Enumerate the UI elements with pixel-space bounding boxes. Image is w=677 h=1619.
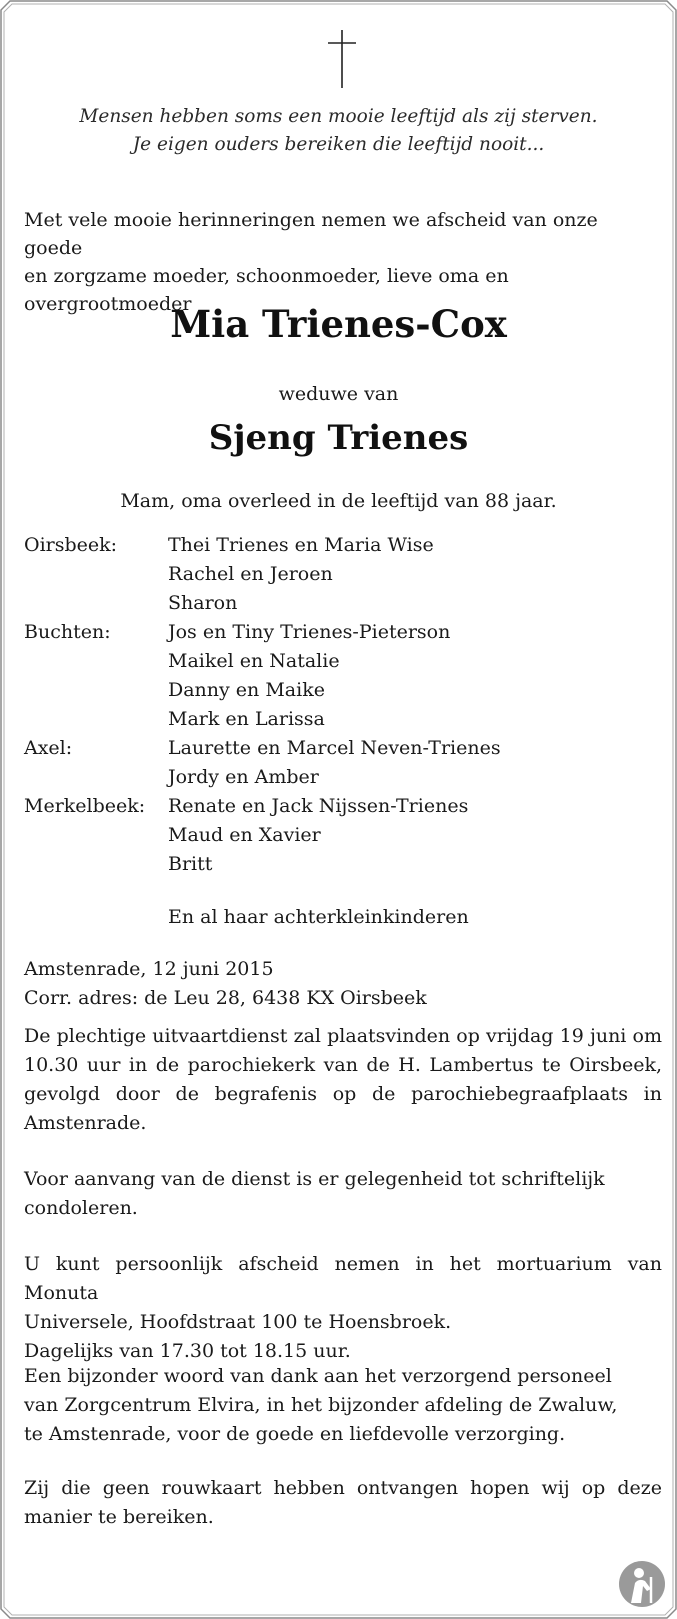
family-row (24, 792, 662, 821)
farewell-line-2: Universele, Hoofdstraat 100 te Hoensbroek. (24, 1311, 452, 1333)
condolence-line-2: condoleren. (24, 1197, 138, 1219)
family-row (24, 850, 662, 879)
family-row (24, 560, 662, 589)
closing-line-2: manier te bereiken. (24, 1506, 214, 1528)
family-place: Buchten: (24, 621, 111, 643)
motto (0, 103, 677, 159)
thanks-line-3: te Amstenrade, voor de goede en liefdevolle verzorging. (24, 1423, 566, 1445)
condolence-line-1: Voor aanvang van de dienst is er gelegenheid tot schriftelijk (24, 1168, 605, 1190)
family-place (24, 560, 168, 589)
family-names: Britt (168, 853, 213, 875)
family-place (24, 676, 168, 705)
intro-line-1: Met vele mooie herinneringen nemen we afscheid van onze goede (24, 209, 598, 259)
intro-line-2: en zorgzame moeder, schoonmoeder, lieve oma en overgrootmoeder (24, 265, 509, 315)
funeral-paragraph (24, 1022, 662, 1138)
age-statement: Mam, oma overleed in de leeftijd van 88 jaar. (120, 490, 557, 512)
thanks-line-1: Een bijzonder woord van dank aan het verzorgend personeel (24, 1365, 612, 1387)
widow-of-label: weduwe van (278, 383, 399, 405)
family-row (24, 705, 662, 734)
family-row (24, 589, 662, 618)
family-names: Laurette en Marcel Neven-Trienes (168, 737, 501, 759)
family-names: Sharon (168, 592, 238, 614)
farewell-line-1: U kunt persoonlijk afscheid nemen in het mortuarium van Monuta (24, 1253, 662, 1304)
thanks-paragraph (24, 1362, 662, 1449)
family-names: Maud en Xavier (168, 824, 321, 846)
correspondence-address: Corr. adres: de Leu 28, 6438 KX Oirsbeek (24, 987, 427, 1009)
spouse-name: Sjeng Trienes (208, 418, 469, 458)
family-names: Danny en Maike (168, 679, 325, 701)
funeral-line-2: 10.30 uur in de parochiekerk van de H. Lambertus te Oirsbeek, (24, 1054, 662, 1076)
family-row (24, 618, 662, 647)
farewell-line-3: Dagelijks van 17.30 tot 18.15 uur. (24, 1340, 351, 1362)
family-names: Mark en Larissa (168, 708, 325, 730)
publisher-logo-icon (617, 1559, 667, 1609)
family-row (24, 734, 662, 763)
family-list (24, 531, 662, 879)
cross-icon (327, 30, 357, 88)
condolence-paragraph (24, 1165, 662, 1223)
family-row (24, 821, 662, 850)
farewell-paragraph (24, 1250, 662, 1366)
family-names: Renate en Jack Nijssen-Trienes (168, 795, 469, 817)
family-place: Axel: (24, 737, 73, 759)
funeral-line-1: De plechtige uitvaartdienst zal plaatsvinden op vrijdag 19 juni om (24, 1025, 662, 1047)
family-names: Maikel en Natalie (168, 650, 340, 672)
family-place (24, 850, 168, 879)
motto-line-1: Mensen hebben soms een mooie leeftijd als zij sterven. (79, 106, 598, 127)
motto-line-2: Je eigen ouders bereiken die leeftijd nooit... (132, 134, 545, 155)
family-row (24, 531, 662, 560)
family-row (24, 763, 662, 792)
closing-line-1: Zij die geen rouwkaart hebben ontvangen hopen wij op deze (24, 1477, 662, 1499)
family-names: Jos en Tiny Trienes-Pieterson (168, 621, 451, 643)
family-place (24, 763, 168, 792)
family-names: Jordy en Amber (168, 766, 319, 788)
thanks-line-2: van Zorgcentrum Elvira, in het bijzonder afdeling de Zwaluw, (24, 1394, 618, 1416)
family-place (24, 589, 168, 618)
grandchildren-line: En al haar achterkleinkinderen (168, 906, 469, 928)
family-names: Rachel en Jeroen (168, 563, 333, 585)
family-row (24, 676, 662, 705)
family-place (24, 821, 168, 850)
place-date-block (24, 955, 662, 1013)
funeral-line-3: gevolgd door de begrafenis op de parochiebegraafplaats in (24, 1083, 662, 1105)
family-place: Merkelbeek: (24, 795, 146, 817)
family-names: Thei Trienes en Maria Wise (168, 534, 434, 556)
family-row (24, 647, 662, 676)
funeral-line-4: Amstenrade. (24, 1112, 147, 1134)
closing-paragraph (24, 1474, 662, 1532)
place-date: Amstenrade, 12 juni 2015 (24, 958, 274, 980)
family-place: Oirsbeek: (24, 534, 118, 556)
deceased-name: Mia Trienes-Cox (170, 302, 507, 346)
family-place (24, 705, 168, 734)
family-place (24, 647, 168, 676)
